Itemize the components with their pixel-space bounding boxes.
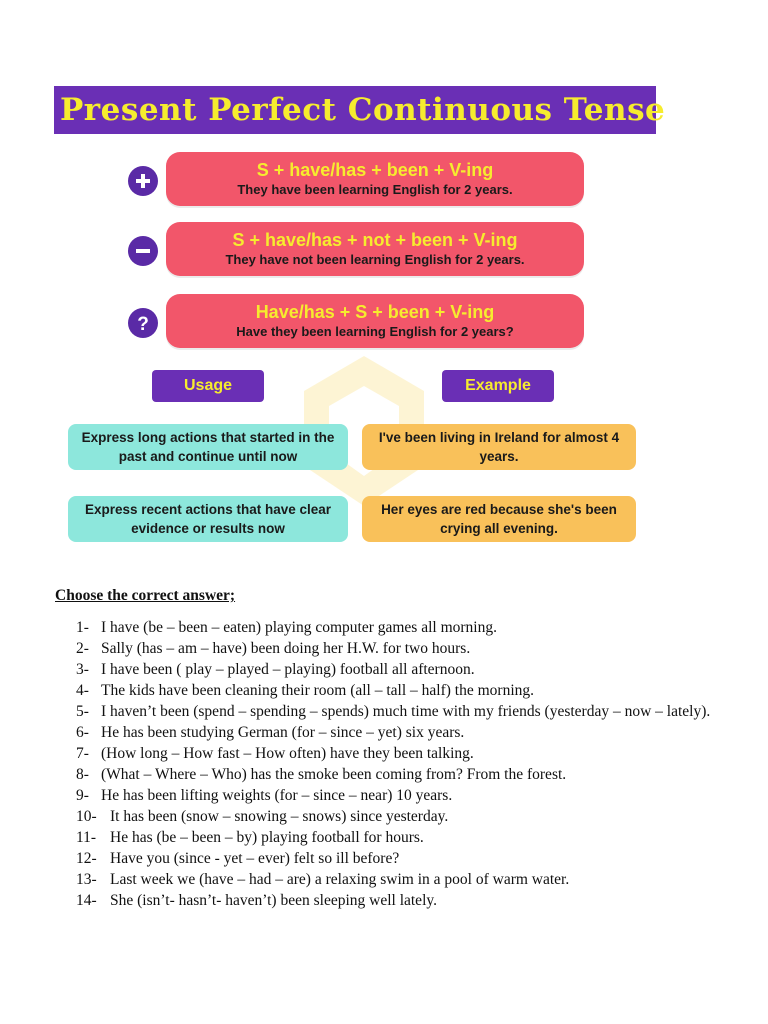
question-item: [76, 743, 716, 764]
question-text: (What – Where – Who) has the smoke been coming from? From the forest.: [101, 766, 567, 783]
negative-formula: S + have/has + not + been + V-ing: [232, 230, 518, 250]
question-text: I have (be – been – eaten) playing computer games all morning.: [101, 619, 497, 636]
question-number: 14-: [76, 892, 97, 909]
question-item: [76, 806, 716, 827]
question-number: 6-: [76, 724, 89, 741]
question-text: He has been lifting weights (for – since – near) 10 years.: [101, 787, 453, 804]
question-icon: [128, 308, 158, 338]
affirmative-example: They have been learning English for 2 years.: [237, 182, 513, 197]
example-box-1: I've been living in Ireland for almost 4 years.: [362, 424, 636, 470]
question-number: 1-: [76, 619, 89, 636]
minus-icon: [128, 236, 158, 266]
question-item: [76, 617, 716, 638]
question-number: 12-: [76, 850, 97, 867]
question-list: [76, 617, 716, 911]
question-number: 7-: [76, 745, 89, 762]
question-text: He has been studying German (for – since – yet) six years.: [101, 724, 465, 741]
affirmative-formula-card: [166, 152, 584, 206]
grammar-infographic: [54, 86, 666, 544]
question-item: [76, 701, 733, 722]
question-item: [76, 764, 716, 785]
question-number: 8-: [76, 766, 89, 783]
question-formula-card: [166, 294, 584, 348]
question-item: [76, 785, 716, 806]
question-number: 3-: [76, 661, 89, 678]
question-number: 11-: [76, 829, 97, 846]
affirmative-formula: S + have/has + been + V-ing: [256, 160, 494, 180]
question-item: [76, 848, 716, 869]
question-number: 2-: [76, 640, 89, 657]
question-item: [76, 680, 716, 701]
question-item: [76, 827, 716, 848]
question-text: Last week we (have – had – are) a relaxing swim in a pool of warm water.: [110, 871, 570, 888]
question-number: 13-: [76, 871, 97, 888]
page-title: Present Perfect Continuous Tense: [60, 92, 666, 128]
question-item: [76, 659, 716, 680]
question-number: 5-: [76, 703, 89, 720]
question-text: Sally (has – am – have) been doing her H.W. for two hours.: [101, 640, 471, 657]
question-item: [76, 722, 716, 743]
usage-box-2: Express recent actions that have clear evidence or results now: [68, 496, 348, 542]
question-text: The kids have been cleaning their room (all – tall – half) the morning.: [101, 682, 535, 699]
question-text: She (isn’t- hasn’t- haven’t) been sleeping well lately.: [110, 892, 437, 909]
example-header: Example: [442, 370, 554, 402]
question-text: I have been ( play – played – playing) football all afternoon.: [101, 661, 475, 678]
question-item: [76, 890, 716, 911]
affirmative-row: [54, 152, 656, 208]
question-text: Have you (since - yet – ever) felt so ill before?: [110, 850, 400, 867]
question-number: 10-: [76, 808, 97, 825]
negative-example: They have not been learning English for 2 years.: [225, 252, 525, 267]
negative-formula-card: [166, 222, 584, 276]
question-row: [54, 294, 656, 350]
plus-icon: [128, 166, 158, 196]
exercise-heading: Choose the correct answer;: [55, 587, 236, 604]
usage-header: Usage: [152, 370, 264, 402]
question-text: It has been (snow – snowing – snows) since yesterday.: [110, 808, 449, 825]
question-number: 4-: [76, 682, 89, 699]
question-text: He has (be – been – by) playing football for hours.: [110, 829, 424, 846]
svg-text:?: ?: [137, 314, 149, 335]
question-formula: Have/has + S + been + V-ing: [255, 302, 495, 322]
negative-row: [54, 222, 656, 278]
question-example: Have they been learning English for 2 years?: [236, 324, 514, 339]
question-item: [76, 638, 716, 659]
example-box-2: Her eyes are red because she's been crying all evening.: [362, 496, 636, 542]
title-banner: [54, 86, 666, 134]
usage-box-1: Express long actions that started in the past and continue until now: [68, 424, 348, 470]
question-item: [76, 869, 716, 890]
question-number: 9-: [76, 787, 89, 804]
question-text: (How long – How fast – How often) have they been talking.: [101, 745, 474, 762]
question-text: I haven’t been (spend – spending – spends) much time with my friends (yesterday – now – lately).: [101, 703, 711, 720]
